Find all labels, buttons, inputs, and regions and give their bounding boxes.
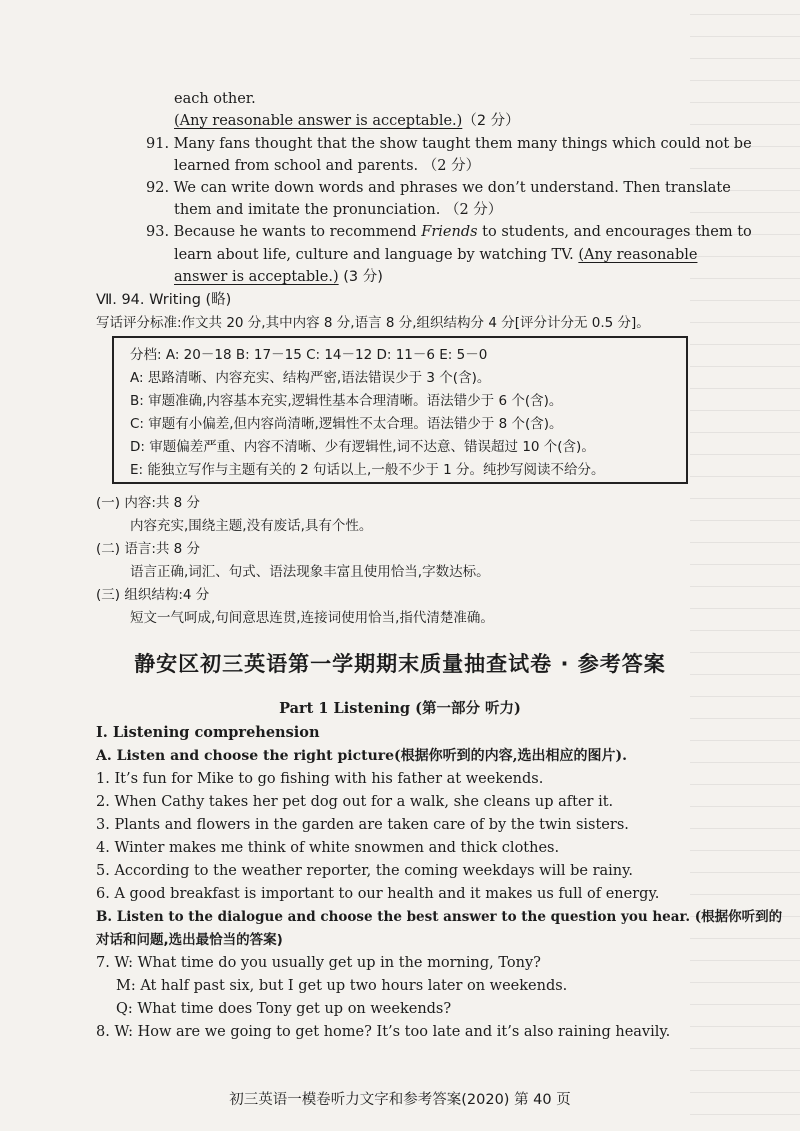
listening-heading: Ⅰ. Listening comprehension	[96, 724, 320, 741]
answer-93-cont	[174, 245, 697, 265]
answer-93-italic: Friends	[421, 224, 478, 240]
reasonable-answer-note: (Any reasonable answer is acceptable.)	[174, 113, 463, 129]
answer-91-cont: learned from school and parents. （2 分）	[174, 158, 481, 174]
text-line	[174, 111, 520, 131]
dialog-line: Q: What time does Tony get up on weekends?	[116, 1001, 452, 1017]
structure-heading: (三) 组织结构:4 分	[96, 587, 210, 603]
answer-93	[146, 222, 752, 242]
dialog-line: 8. W: How are we going to get home? It’s too late and it’s also raining heavily.	[96, 1024, 671, 1040]
grade-bands: 分档: A: 20－18 B: 17－15 C: 14－12 D: 11－6 E: 5－0	[130, 347, 488, 363]
section-b-instructions: B. Listen to the dialogue and choose the best answer to the question you hear. (根据你听到的	[96, 909, 783, 925]
structure-text: 短文一气呵成,句间意思连贯,连接词使用恰当,指代清楚准确。	[130, 610, 494, 626]
reasonable-answer-note: answer is acceptable.)	[174, 269, 339, 285]
list-item: 4. Winter makes me think of white snowmen and thick clothes.	[96, 840, 560, 856]
reasonable-answer-note: (Any reasonable	[578, 247, 698, 263]
answer-93-text: to students, and encourages them to	[477, 224, 752, 240]
text-line: each other.	[174, 91, 256, 107]
grade-a: A: 思路清晰、内容充实、结构严密,语法错误少于 3 个(含)。	[130, 370, 491, 386]
page-footer: 初三英语一模卷听力文字和参考答案(2020) 第 40 页	[229, 1092, 571, 1108]
dialog-line: 7. W: What time do you usually get up in the morning, Tony?	[96, 955, 541, 971]
score-note: （2 分）	[462, 113, 520, 129]
list-item: 6. A good breakfast is important to our health and it makes us full of energy.	[96, 886, 660, 902]
list-item: 3. Plants and flowers in the garden are taken care of by the twin sisters.	[96, 817, 629, 833]
language-text: 语言正确,词汇、句式、语法现象丰富且使用恰当,字数达标。	[130, 564, 490, 580]
section-a-instructions: A. Listen and choose the right picture(根据你听到的内容,选出相应的图片).	[96, 748, 628, 764]
content-text: 内容充实,围绕主题,没有废话,具有个性。	[130, 518, 373, 534]
answer-93-cont	[174, 267, 383, 287]
language-heading: (二) 语言:共 8 分	[96, 541, 201, 557]
content-heading: (一) 内容:共 8 分	[96, 495, 201, 511]
part1-heading: Part 1 Listening (第一部分 听力)	[279, 700, 521, 717]
section-b-instructions-cont: 对话和问题,选出最恰当的答案)	[96, 932, 283, 948]
bleed-through-texture	[690, 0, 800, 1131]
grade-b: B: 审题准确,内容基本充实,逻辑性基本合理清晰。语法错少于 6 个(含)。	[130, 393, 563, 409]
grade-e: E: 能独立写作与主题有关的 2 句话以上,一般不少于 1 分。纯抄写阅读不给分。	[130, 462, 605, 478]
answer-91: 91. Many fans thought that the show taught them many things which could not be	[146, 136, 752, 152]
list-item: 2. When Cathy takes her pet dog out for a walk, she cleans up after it.	[96, 794, 614, 810]
score-note: (3 分)	[338, 269, 383, 285]
list-item: 5. According to the weather reporter, the coming weekdays will be rainy.	[96, 863, 634, 879]
dialog-line: M: At half past six, but I get up two hours later on weekends.	[116, 978, 568, 994]
list-item: 1. It’s fun for Mike to go fishing with his father at weekends.	[96, 771, 544, 787]
writing-criteria: 写话评分标准:作文共 20 分,其中内容 8 分,语言 8 分,组织结构分 4 分[评分计分无 0.5 分]。	[96, 315, 650, 331]
writing-heading: Ⅶ. 94. Writing (略)	[96, 292, 232, 308]
answer-92-cont: them and imitate the pronunciation. （2 分）	[174, 202, 503, 218]
grade-d: D: 审题偏差严重、内容不清晰、少有逻辑性,词不达意、错误超过 10 个(含)。	[130, 439, 595, 455]
answer-93-text: learn about life, culture and language by watching TV.	[174, 247, 579, 263]
answer-92: 92. We can write down words and phrases we don’t understand. Then translate	[146, 180, 731, 196]
answer-93-text: 93. Because he wants to recommend	[146, 224, 422, 240]
grade-c: C: 审题有小偏差,但内容尚清晰,逻辑性不太合理。语法错少于 8 个(含)。	[130, 416, 563, 432]
section-title: 静安区初三英语第一学期期末质量抽查试卷 · 参考答案	[134, 652, 666, 676]
